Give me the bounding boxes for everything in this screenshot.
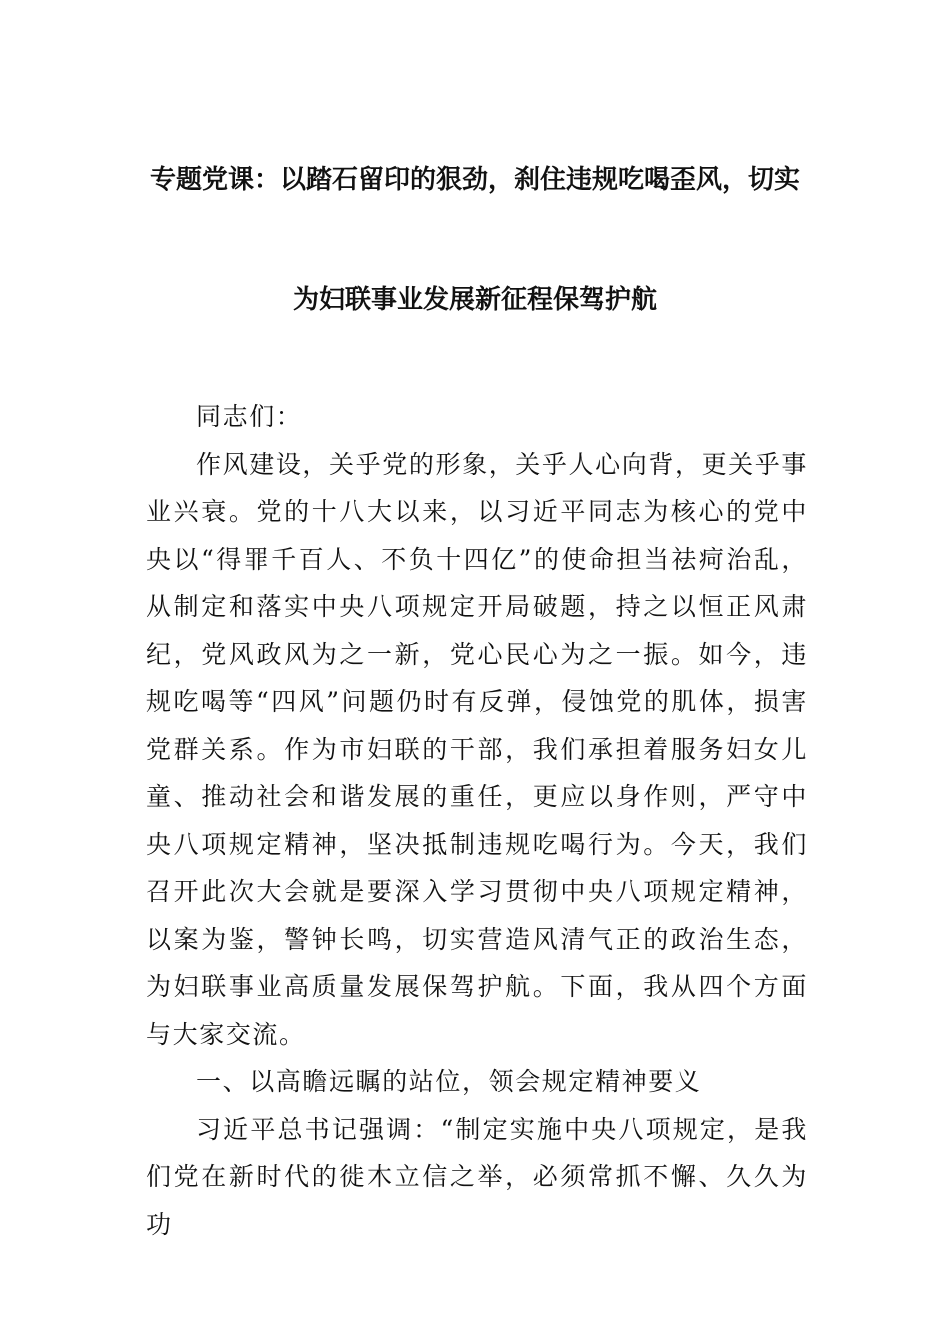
salutation: 同志们： (196, 402, 303, 431)
section-heading-1: 一、以高瞻远瞩的站位，领会规定精神要义 (196, 1067, 702, 1096)
section-1-paragraph: 习近平总书记强调：“制定实施中央八项规定，是我们党在新时代的徙木立信之举，必须常抓不懈、久久为功 (146, 1114, 808, 1239)
document-body (146, 393, 808, 1248)
intro-paragraph: 作风建设，关乎党的形象，关乎人心向背，更关乎事业兴衰。党的十八大以来，以习近平同志为核心的党中央以“得罪千百人、不负十四亿”的使命担当祛疴治乱，从制定和落实中央八项规定开局破题，持之以恒正风肃纪，党风政风为之一新，党心民心为之一振。如今，违规吃喝等“四风”问题仍时有反弹，侵蚀党的肌体，损害党群关系。作为市妇联的干部，我们承担着服务妇女儿童、推动社会和谐发展的重任，更应以身作则，严守中央八项规定精神，坚决抵制违规吃喝行为。今天，我们召开此次大会就是要深入学习贯彻中央八项规定精神，以案为鉴，警钟长鸣，切实营造风清气正的政治生态，为妇联事业高质量发展保驾护航。下面，我从四个方面与大家交流。 (146, 449, 808, 1049)
document-title-line-2: 为妇联事业发展新征程保驾护航 (292, 285, 657, 315)
document-title-line-1: 专题党课：以踏石留印的狠劲，刹住违规吃喝歪风，切实 (149, 165, 800, 195)
